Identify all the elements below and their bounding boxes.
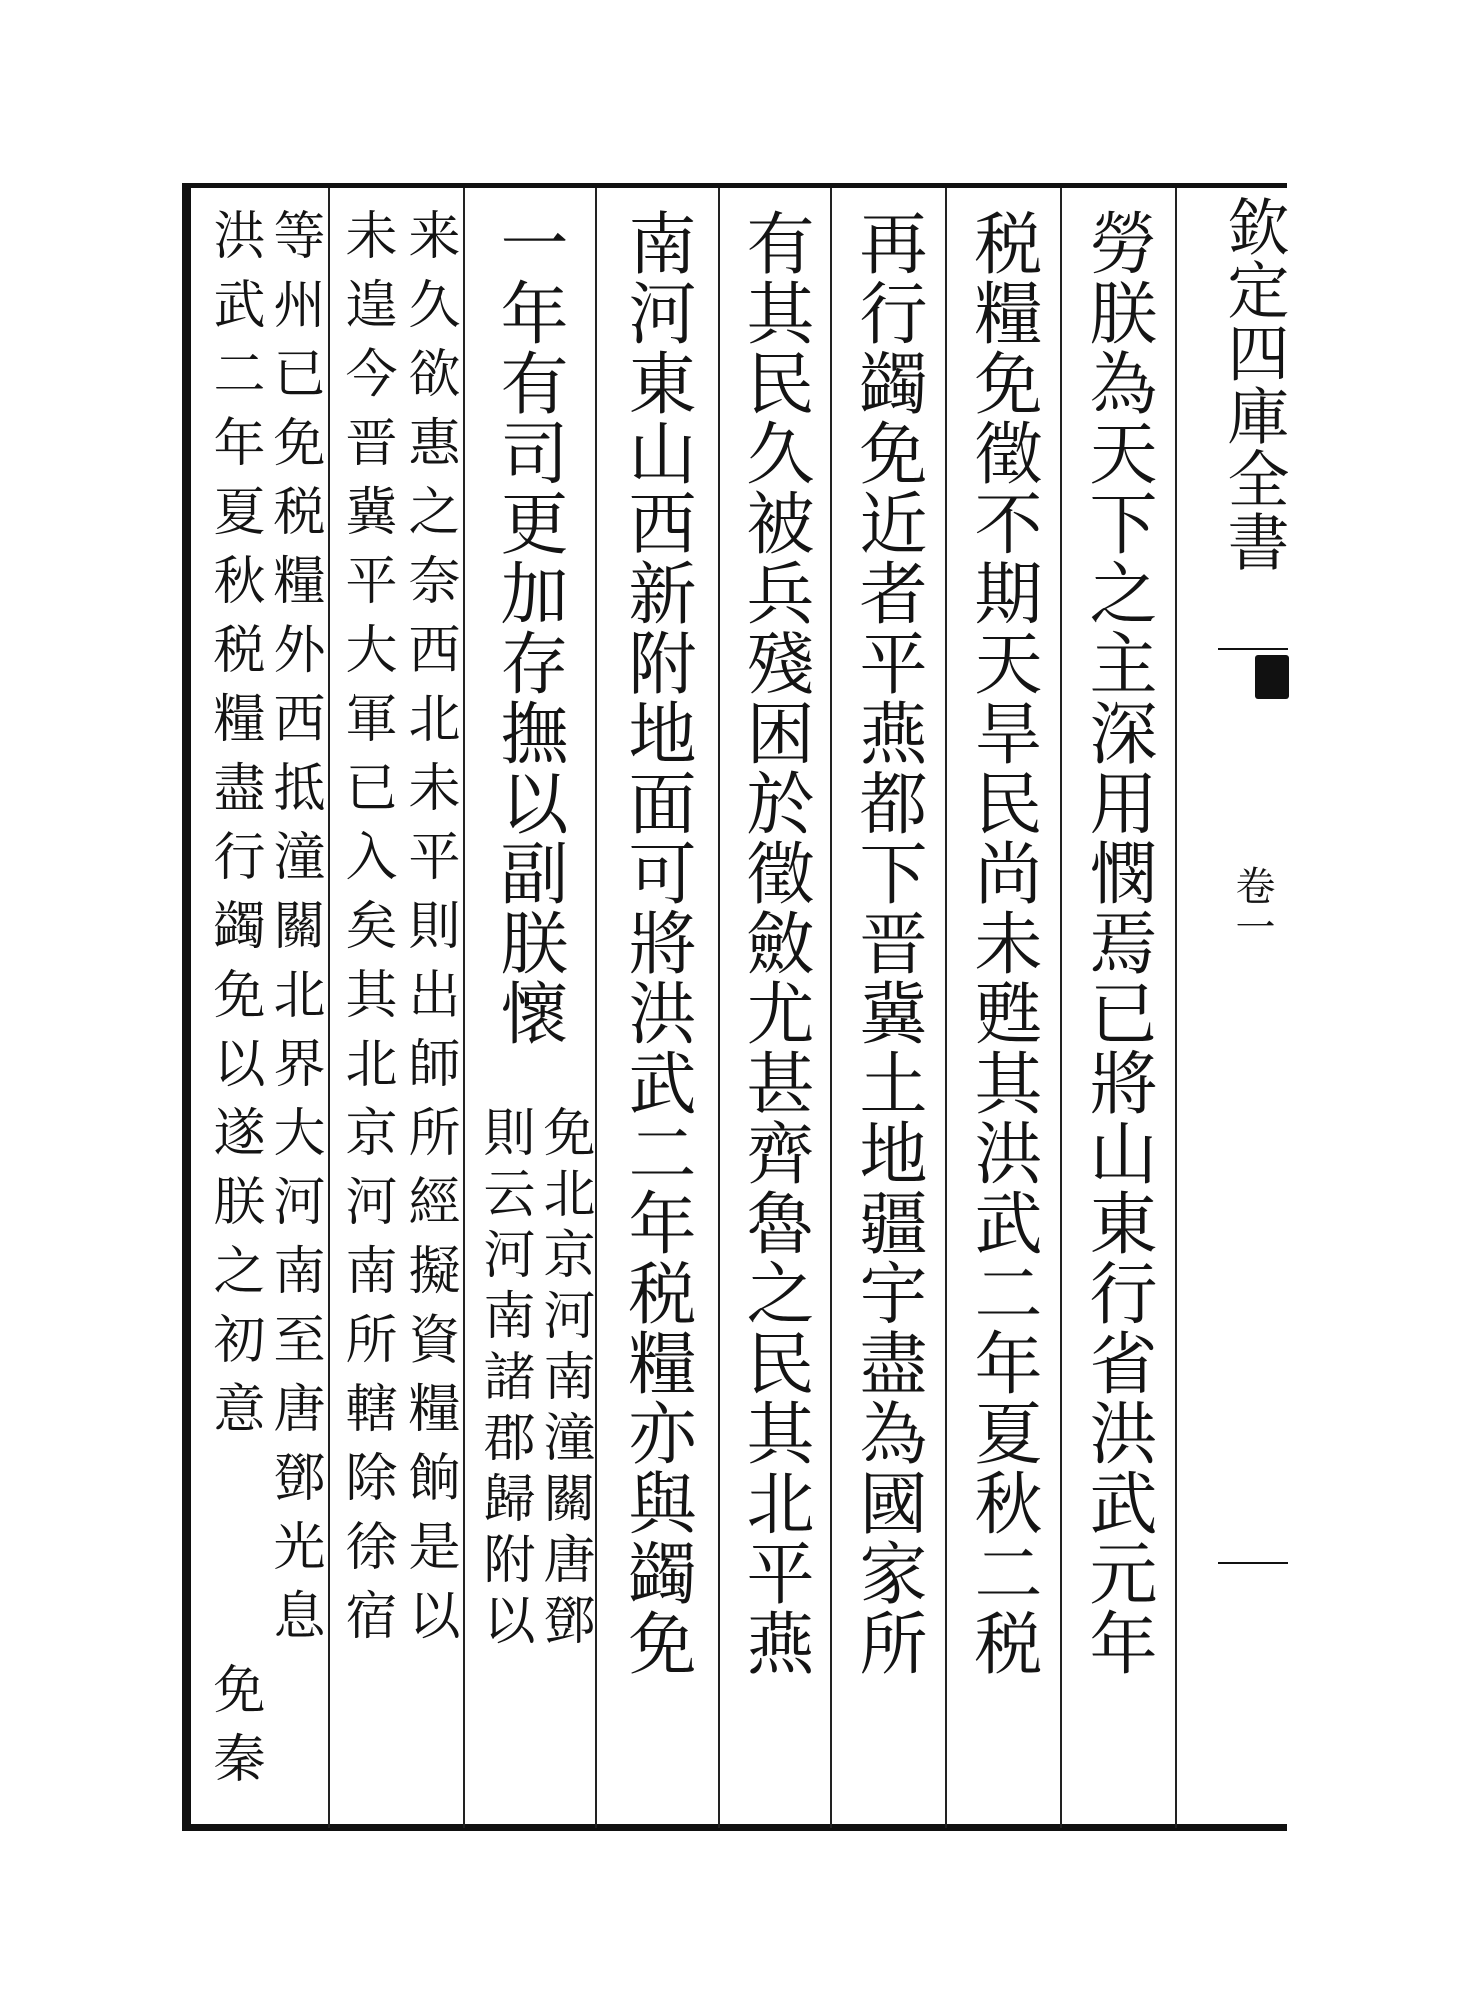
column-rule [463,188,465,1828]
note-col8-right: 等州已免税糧外西抵潼關北界大河南至唐鄧光息 [264,208,324,1657]
gutter-divider [1218,1562,1288,1564]
column-rule [718,188,720,1828]
text-column-6: 一年有司更加存撫以副朕懷 [489,208,568,1048]
text-column-1: 勞朕為天下之主深用憫焉已將山東行省洪武元年 [1078,208,1157,1678]
note-col8-tail: 免秦 [204,1662,264,1800]
column-rule [595,188,597,1828]
gutter-divider [1218,648,1288,650]
note-col7-right: 来久欲惠之奈西北未平則出師所經擬資糧餉是以 [399,208,459,1657]
note-col7-left: 未遑今晋冀平大軍已入矣其北京河南所轄除徐宿 [336,208,396,1657]
gutter-title: 欽定四庫全書 [1217,195,1290,573]
column-rule [1060,188,1062,1828]
text-column-3: 再行蠲免近者平燕都下晋冀土地疆宇盡為國家所 [848,208,927,1678]
text-column-4: 有其民久被兵殘困於徵斂尤甚齊魯之民其北平燕 [735,208,814,1678]
note-col6-right: 免北京河南潼關唐鄧 [534,1105,594,1654]
text-column-2: 税糧免徵不期天旱民尚未甦其洪武二年夏秋二税 [963,208,1042,1678]
column-rule [830,188,832,1828]
column-rule [328,188,330,1828]
column-rule [945,188,947,1828]
column-rule [1175,188,1177,1828]
note-col6-left: 則云河南諸郡歸附以 [474,1105,534,1654]
text-column-5: 南河東山西新附地面可將洪武二年税糧亦與蠲免 [617,208,696,1678]
note-col8-left: 洪武二年夏秋税糧盡行蠲免以遂朕之初意 [204,208,264,1450]
gutter-juan: 卷一 [1229,865,1275,947]
fish-tail-mark [1255,655,1289,699]
